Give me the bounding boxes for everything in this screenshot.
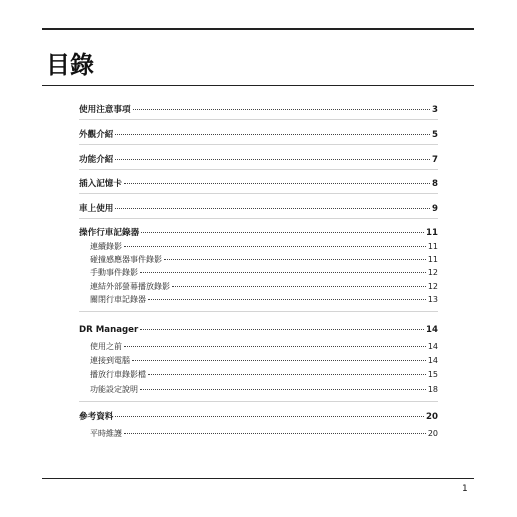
- bottom-rule: [42, 478, 474, 479]
- toc-entry-label: 手動事件錄影: [90, 268, 138, 277]
- toc-subentry[interactable]: [79, 281, 438, 292]
- dot-leader: [124, 246, 426, 247]
- toc-separator: [79, 119, 438, 120]
- toc-entry-page: 11: [426, 228, 438, 238]
- toc-entry-page: 14: [426, 325, 438, 335]
- toc-entry-label: 連接到電腦: [90, 356, 130, 365]
- top-rule: [42, 28, 474, 30]
- dot-leader: [133, 109, 430, 110]
- toc-subentry[interactable]: [79, 369, 438, 380]
- dot-leader: [140, 329, 424, 330]
- dot-leader: [148, 374, 426, 375]
- toc-entry-label: 功能設定說明: [90, 385, 138, 394]
- toc-entry[interactable]: [79, 325, 438, 335]
- toc-separator: [79, 311, 438, 312]
- toc-subentry[interactable]: [79, 294, 438, 305]
- toc-subentry[interactable]: [79, 428, 438, 439]
- toc-entry[interactable]: [79, 226, 438, 238]
- dot-leader: [115, 159, 430, 160]
- page-title: 目錄: [46, 51, 94, 79]
- toc-entry-label: 連續錄影: [90, 242, 122, 251]
- toc-separator: [79, 218, 438, 219]
- toc-entry[interactable]: [79, 153, 438, 165]
- page-number: 1: [462, 484, 468, 494]
- dot-leader: [124, 433, 426, 434]
- toc-entry-page: 3: [432, 105, 438, 115]
- toc-entry-label: 插入記憶卡: [79, 179, 122, 189]
- dot-leader: [115, 416, 424, 417]
- toc-subentry[interactable]: [79, 241, 438, 252]
- toc-entry-page: 13: [427, 295, 438, 304]
- dot-leader: [132, 360, 426, 361]
- toc-entry-page: 11: [427, 255, 438, 264]
- toc-subentry[interactable]: [79, 254, 438, 265]
- toc-entry-label: 播放行車錄影檔: [90, 370, 146, 379]
- toc-entry-page: 7: [432, 155, 438, 165]
- toc-subentry[interactable]: [79, 267, 438, 278]
- dot-leader: [140, 272, 426, 273]
- toc-entry-label: 連結外部螢幕播放錄影: [90, 282, 170, 291]
- toc-separator: [79, 144, 438, 145]
- toc-entry-page: 14: [427, 342, 438, 351]
- toc-entry-label: 車上使用: [79, 204, 114, 214]
- toc-entry[interactable]: [79, 103, 438, 115]
- toc-entry-label: 關閉行車記錄器: [90, 295, 146, 304]
- toc-entry-label: DR Manager: [79, 325, 139, 335]
- toc-entry-label: 外觀介紹: [79, 130, 114, 140]
- toc-entry-label: 碰撞感應器事件錄影: [90, 255, 162, 264]
- title-rule: [42, 85, 474, 86]
- toc-entry-label: 操作行車記錄器: [79, 228, 140, 238]
- dot-leader: [141, 232, 424, 233]
- toc-separator: [79, 169, 438, 170]
- toc-entry-page: 12: [427, 268, 438, 277]
- toc-entry-page: 11: [427, 242, 438, 251]
- toc-subentry[interactable]: [79, 384, 438, 395]
- toc-entry-label: 使用注意事項: [79, 105, 131, 115]
- toc-entry-page: 9: [432, 204, 438, 214]
- toc-entry-page: 20: [426, 412, 438, 422]
- toc-entry-page: 5: [432, 130, 438, 140]
- toc-entry-label: 功能介紹: [79, 155, 114, 165]
- dot-leader: [124, 346, 426, 347]
- toc-entry-label: 參考資料: [79, 412, 114, 422]
- toc-entry-page: 14: [427, 356, 438, 365]
- toc-entry-page: 20: [427, 429, 438, 438]
- dot-leader: [115, 208, 430, 209]
- dot-leader: [124, 183, 430, 184]
- dot-leader: [148, 299, 426, 300]
- toc-entry-label: 使用之前: [90, 342, 122, 351]
- toc-entry-page: 15: [427, 370, 438, 379]
- toc-separator: [79, 401, 438, 402]
- toc-entry[interactable]: [79, 202, 438, 214]
- dot-leader: [115, 134, 430, 135]
- toc-entry[interactable]: [79, 128, 438, 140]
- dot-leader: [172, 286, 426, 287]
- toc-entry-label: 平時維護: [90, 429, 122, 438]
- toc-separator: [79, 193, 438, 194]
- dot-leader: [140, 389, 426, 390]
- toc-entry-page: 18: [427, 385, 438, 394]
- toc-entry[interactable]: [79, 177, 438, 189]
- toc-subentry[interactable]: [79, 355, 438, 366]
- toc-subentry[interactable]: [79, 341, 438, 352]
- toc-entry[interactable]: [79, 410, 438, 422]
- dot-leader: [164, 259, 426, 260]
- toc-entry-page: 12: [427, 282, 438, 291]
- toc-entry-page: 8: [432, 179, 438, 189]
